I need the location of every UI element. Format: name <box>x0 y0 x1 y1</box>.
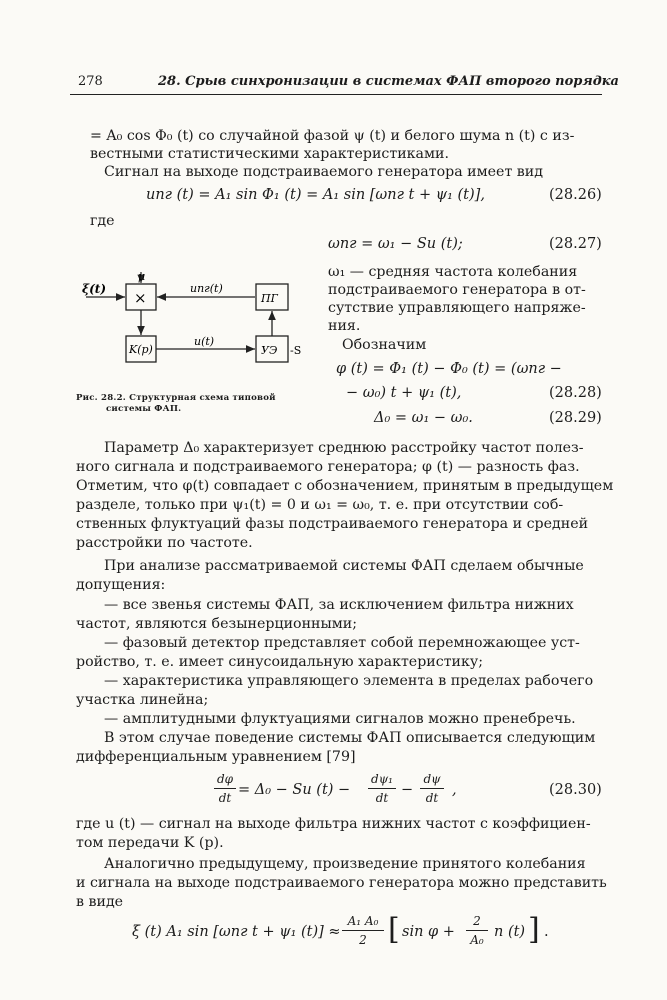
figure-caption <box>76 393 316 415</box>
text-line: где <box>90 213 115 229</box>
numerator: 2 <box>473 914 481 928</box>
caption-line: системы ФАП. <box>106 404 182 414</box>
upg-label: uпг(t) <box>190 282 223 295</box>
caption-line: Рис. 28.2. Структурная схема типовой <box>76 393 276 403</box>
paragraph-line: — амплитудными флуктуациями сигналов можно пренебречь. <box>104 711 576 727</box>
equation-final-lhs: ξ (t) A₁ sin [ωпг t + ψ₁ (t)] ≈ <box>132 924 341 940</box>
numerator: A₁ A₀ <box>347 914 379 928</box>
denominator: dt <box>214 788 236 805</box>
paragraph-line: в виде <box>76 894 124 910</box>
equation-number: (28.29) <box>549 410 602 426</box>
paragraph-line: — характеристика управляющего элемента в пределах рабочего <box>104 673 594 689</box>
denominator: A₀ <box>466 930 488 947</box>
numerator: dψ <box>423 772 441 786</box>
equation-28-27: ωпг = ω₁ − Su (t); <box>328 236 463 252</box>
equation-final-period: . <box>544 924 549 940</box>
equation-28-30-middle: = Δ₀ − Su (t) − <box>238 782 351 798</box>
control-label: УЭ <box>261 344 278 357</box>
paragraph-line: — все звенья системы ФАП, за исключением фильтра нижних <box>104 597 574 613</box>
paragraph-line: частот, являются безынерционными; <box>76 616 358 632</box>
equation-number: (28.30) <box>549 782 602 798</box>
fraction-a1a0-2 <box>342 914 384 947</box>
text-line: Сигнал на выходе подстраиваемого генератора имеет вид <box>104 164 543 180</box>
bracket-close: ] <box>528 912 540 947</box>
paragraph-line: допущения: <box>76 577 166 593</box>
equation-28-29: Δ₀ = ω₁ − ω₀. <box>374 410 473 426</box>
running-header <box>70 70 619 95</box>
gain-label: -S <box>290 344 302 357</box>
equation-final-tail: n (t) <box>494 924 526 940</box>
numerator: dψ₁ <box>371 772 393 786</box>
denominator: dt <box>368 788 396 805</box>
paragraph-line: ственных флуктуаций фазы подстраиваемого генератора и средней <box>76 516 589 532</box>
paragraph-line: где u (t) — сигнал на выходе фильтра нижних частот с коэффициен- <box>76 816 591 832</box>
text-line: = A₀ cos Φ₀ (t) со случайной фазой ψ (t) и белого шума n (t) с из- <box>90 128 575 144</box>
fraction-dpsi1-dt <box>368 772 396 805</box>
paragraph-line: — фазовый детектор представляет собой перемножающее уст- <box>104 635 580 651</box>
equation-number: (28.27) <box>549 236 602 252</box>
generator-label: ПГ <box>261 292 278 305</box>
multiplier-label: × <box>134 289 147 307</box>
equation-minus: − <box>401 782 414 798</box>
equation-number: (28.26) <box>549 187 602 203</box>
side-text-line: подстраиваемого генератора в от- <box>328 282 586 298</box>
paragraph-line: дифференциальным уравнением [79] <box>76 749 356 765</box>
side-text-line: Обозначим <box>342 337 427 353</box>
equation-number: (28.28) <box>549 385 602 401</box>
u-label: u(t) <box>194 335 215 348</box>
equation-28-26: uпг (t) = A₁ sin Φ₁ (t) = A₁ sin [ωпг t + ψ₁ (t)], <box>146 187 485 203</box>
equation-comma: , <box>452 782 457 798</box>
denominator: dt <box>420 788 444 805</box>
paragraph-line: Аналогично предыдущему, произведение принятого колебания <box>104 856 586 872</box>
chapter-title: 28. Срыв синхронизации в системах ФАП второго порядка <box>158 74 619 89</box>
side-text-line: ния. <box>328 318 361 334</box>
paragraph-line: В этом случае поведение системы ФАП описывается следующим <box>104 730 596 746</box>
text-line: вестными статистическими характеристиками. <box>90 146 450 162</box>
paragraph-line: участка линейна; <box>76 692 209 708</box>
paragraph-line: Отметим, что φ(t) совпадает с обозначением, принятым в предыдущем <box>76 478 614 494</box>
paragraph-line: Параметр Δ₀ характеризует среднюю расстройку частот полез- <box>104 440 584 456</box>
filter-label: K(p) <box>129 343 153 356</box>
equation-final-inner: sin φ + <box>402 924 455 940</box>
equation-28-28-line1: φ (t) = Φ₁ (t) − Φ₀ (t) = (ωпг − <box>336 361 562 377</box>
paragraph-line: и сигнала на выходе подстраиваемого генератора можно представить <box>76 875 607 891</box>
equation-28-28-line2: − ω₀) t + ψ₁ (t), <box>346 385 462 401</box>
paragraph-line: разделе, только при ψ₁(t) = 0 и ω₁ = ω₀, т. е. при отсутствии соб- <box>76 497 564 513</box>
paragraph-line: расстройки по частоте. <box>76 535 253 551</box>
mu-label: μ <box>138 270 146 283</box>
side-text-line: ω₁ — средняя частота колебания <box>328 264 578 280</box>
side-text-line: сутствие управляющего напряже- <box>328 300 586 316</box>
input-label: ξ(t) <box>82 282 107 296</box>
fraction-dphi-dt <box>214 772 236 805</box>
fraction-2-a0 <box>466 914 488 947</box>
paragraph-line: ного сигнала и подстраиваемого генератора; φ (t) — разность фаз. <box>76 459 580 475</box>
denominator: 2 <box>342 930 384 947</box>
block-diagram <box>82 270 322 378</box>
numerator: dφ <box>216 772 234 786</box>
paragraph-line: том передачи K (p). <box>76 835 224 851</box>
paragraph-line: При анализе рассматриваемой системы ФАП сделаем обычные <box>104 558 584 574</box>
fraction-dpsi-dt <box>420 772 444 805</box>
bracket-open: [ <box>388 912 400 947</box>
page-number: 278 <box>78 74 103 89</box>
paragraph-line: ройство, т. е. имеет синусоидальную характеристику; <box>76 654 483 670</box>
